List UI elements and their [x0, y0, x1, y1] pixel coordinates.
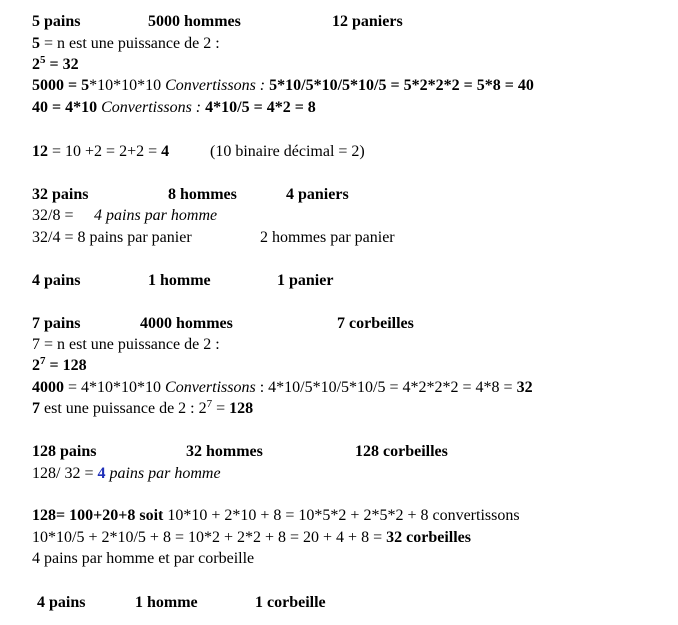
line-heading-32-pains: 32 pains: [32, 186, 89, 203]
men-count-1: 1 homme: [148, 272, 211, 289]
hommes-per-panier: 2 hommes par panier: [260, 229, 395, 246]
line-2-pow-7: $2^7 = 128$: [32, 355, 87, 374]
pains-per-homme: 4 pains par homme: [94, 207, 218, 224]
line-7-power-of-two: 7 est une puissance de 2 : $2^7 = 128$: [32, 398, 254, 417]
line-power-of-two-7: 7 = n est une puissance de 2 :: [32, 336, 220, 353]
line-128-div-32: 128/ 32 = 4 pains par homme: [32, 465, 221, 482]
line-128-decomposition: 128= 100+20+8 soit 10*10 + 2*10 + 8 = 10*5*2 + 2*5*2 + 8 convertissons: [32, 507, 520, 524]
line-12-binary: 12 = 10 +2 = 2+2 = 4: [32, 143, 170, 160]
line-4000-conversion: 4000 = 4*10*10*10 Convertissons : 4*10/5*10/5*10/5 = 4*2*2*2 = 4*8 = 32: [32, 379, 533, 396]
line-128-conversion: 10*10/5 + 2*10/5 + 8 = 10*2 + 2*2 + 8 = 20 + 4 + 8 = 32 corbeilles: [32, 529, 471, 546]
baskets-count-1: 1 panier: [277, 272, 334, 289]
final-men-count: 1 homme: [135, 594, 198, 611]
men-count-4000: 4000 hommes: [140, 315, 233, 332]
line-conclusion: 4 pains par homme et par corbeille: [32, 550, 255, 567]
line-32-div-8: 32/8 =: [32, 207, 74, 224]
line-5000-conversion: 5000 = 5*10*10*10 Convertissons : 5*10/5*10/5*10/5 = 5*2*2*2 = 5*8 = 40: [32, 77, 534, 94]
men-count-8: 8 hommes: [168, 186, 237, 203]
line-heading-4-pains: 4 pains: [32, 272, 81, 289]
baskets-count-4: 4 paniers: [286, 186, 349, 203]
men-count: 5000 hommes: [148, 13, 241, 30]
men-count-32: 32 hommes: [186, 443, 263, 460]
line-power-of-two-5: 5 = n est une puissance de 2 :: [32, 35, 220, 52]
line-final-4-pains: 4 pains: [37, 594, 86, 611]
result-4-highlight: 4: [97, 465, 106, 482]
line-40-conversion: 40 = 4*10 Convertissons : 4*10/5 = 4*2 = 8: [32, 99, 316, 116]
corbeilles-count-128: 128 corbeilles: [355, 443, 448, 460]
line-heading-7-pains: 7 pains: [32, 315, 81, 332]
line-2-pow-5: $2^5 = 32$: [32, 54, 79, 73]
final-corbeille-count: 1 corbeille: [255, 594, 326, 611]
binary-note: (10 binaire décimal = 2): [210, 143, 365, 160]
baskets-count: 12 paniers: [332, 13, 403, 30]
line-heading-5-pains: [32, 12, 80, 32]
line-32-div-4: 32/4 = 8 pains par panier: [32, 229, 192, 246]
line-heading-128-pains: 128 pains: [32, 443, 97, 460]
corbeilles-count-7: 7 corbeilles: [337, 315, 414, 332]
loaves-count: 5 pains: [32, 13, 81, 30]
